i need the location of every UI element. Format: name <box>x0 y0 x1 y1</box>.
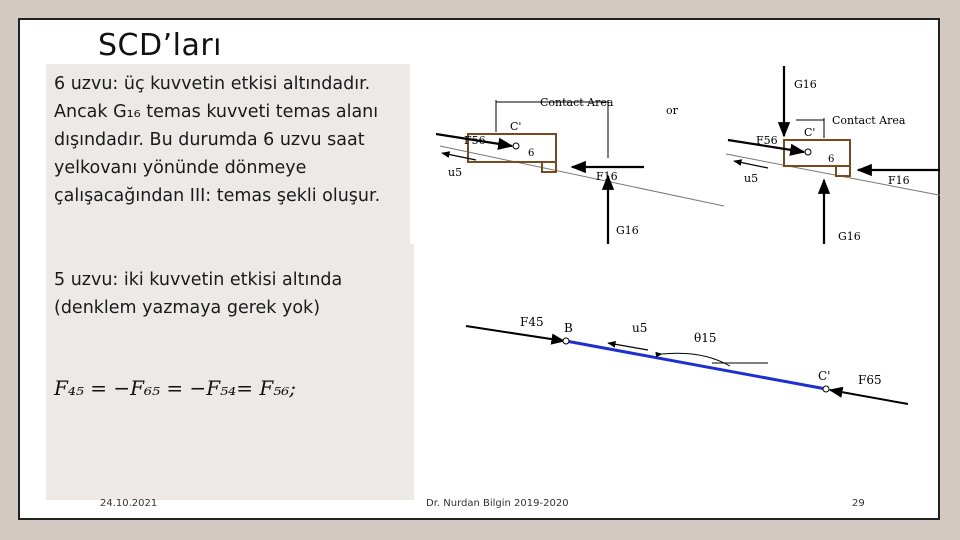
or-label: or <box>666 104 678 117</box>
footer-author: Dr. Nurdan Bilgin 2019-2020 <box>426 498 569 509</box>
f16-label-right: F16 <box>888 174 910 187</box>
slide <box>18 18 940 520</box>
force-f65-arrow <box>830 390 908 404</box>
b-label: B <box>564 321 573 335</box>
slide-title: SCD’ları <box>98 28 223 63</box>
slider-body-right <box>784 140 850 166</box>
link5-description: 5 uzvu: iki kuvvetin etkisi altında (denklem yazmaya gerek yok) <box>54 270 343 318</box>
footer-date: 24.10.2021 <box>100 498 158 509</box>
u5-label-bottom: u5 <box>632 321 648 335</box>
footer-page-number: 29 <box>852 498 865 509</box>
u5-label-right: u5 <box>744 172 759 185</box>
contact-area-label-right: Contact Area <box>832 114 906 127</box>
link6-label-right: 6 <box>828 154 835 165</box>
u5-arrow-right <box>734 161 768 168</box>
f65-label: F65 <box>858 373 882 387</box>
joint-b <box>563 338 569 344</box>
force-f45-arrow <box>466 326 564 341</box>
contact-area-label-left: Contact Area <box>540 96 614 109</box>
f16-label-left: F16 <box>596 170 618 183</box>
c-prime-label-bottom: C' <box>818 369 831 383</box>
u5-arrow-left <box>442 153 476 160</box>
force-equation: F₄₅ = −F₆₅ = −F₅₄= F₅₆; <box>54 376 296 400</box>
contact-force-diagram <box>412 48 940 248</box>
slider-foot-right <box>836 166 850 176</box>
c-prime-label-left: C' <box>510 120 522 133</box>
contact-point-right <box>805 149 811 155</box>
g16-label-left: G16 <box>616 224 639 237</box>
f56-label-left: F56 <box>464 134 486 147</box>
g16-label-right-bottom: G16 <box>838 230 861 243</box>
text-panel-link5 <box>46 244 414 500</box>
theta15-label: θ15 <box>694 331 717 345</box>
f45-label: F45 <box>520 315 544 329</box>
link6-label-left: 6 <box>528 148 535 159</box>
link6-description: 6 uzvu: üç kuvvetin etkisi altındadır. Ancak G₁₆ temas kuvveti temas alanı dışındadır. Bu durumda 6 uzvu saat yelkovanı yönünde dönmeye çalışacağından III: temas şekli oluşur. <box>54 74 381 206</box>
joint-c-prime <box>823 386 829 392</box>
f56-label-right: F56 <box>756 134 778 147</box>
u5-label-left: u5 <box>448 166 463 179</box>
two-force-member-diagram <box>412 280 912 440</box>
text-panel-link6 <box>46 64 410 244</box>
link5-bar <box>566 341 826 389</box>
contact-point-left <box>513 143 519 149</box>
g16-label-right-top: G16 <box>794 78 817 91</box>
c-prime-label-right: C' <box>804 126 816 139</box>
slide-line-left <box>440 146 724 206</box>
